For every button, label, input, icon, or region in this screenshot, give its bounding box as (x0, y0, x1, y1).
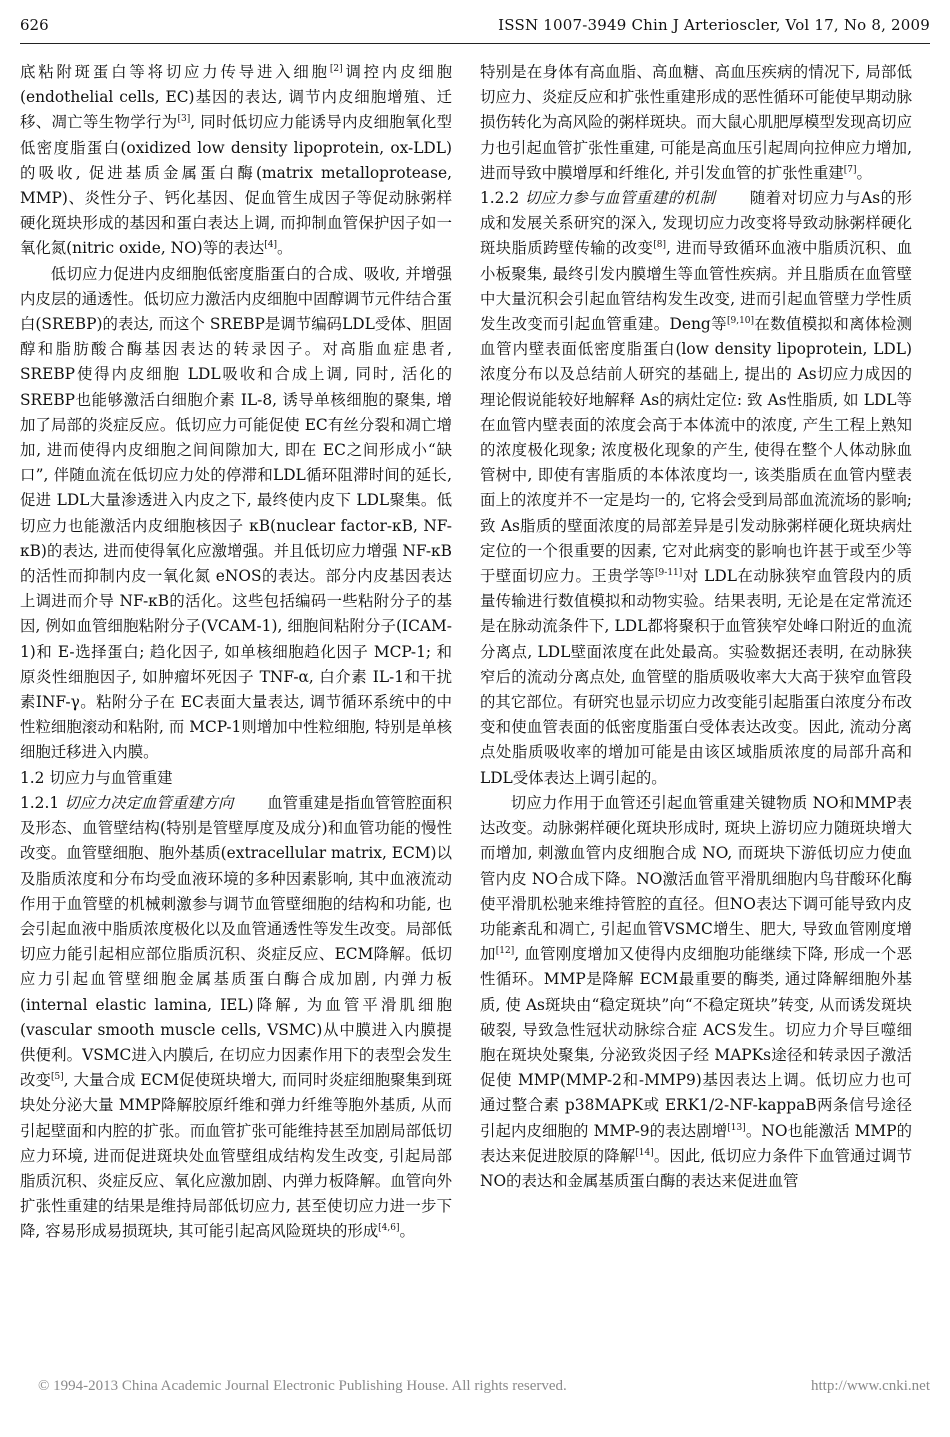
right-column (480, 60, 912, 1194)
subsection-number: 1.2.2 (480, 189, 520, 208)
left-column (20, 60, 452, 1245)
subsection-number: 1.2.1 (20, 793, 60, 812)
citation-ref: [7] (843, 164, 857, 175)
citation-ref: [2] (329, 63, 343, 74)
footer-url: http://www.cnki.net (810, 1378, 930, 1394)
page-footer (20, 1378, 930, 1400)
subsection-title: 切应力决定血管重建方向 (64, 793, 234, 812)
subsection-paragraph: 1.2.2 切应力参与血管重建的机制 随着对切应力与As的形成和发展关系研究的深入, 发现切应力改变将导致动脉粥样硬化斑块脂质跨壁传输的改变[8], 进而导致循环血液中脂质沉积、血小板聚集, 最终引发内膜增生等血管性疾病。并且脂质在血管壁中大量沉积会引起血管结构发生改变, 进而引起血管壁力学性质发生改变而引起血管重建。Deng等[9,10]在数值模拟和离体检测血管内壁表面低密度脂蛋白(low density lipoprotein, LDL)浓度分布以及总结前人研究的基础上, 提出的 As切应力成因的理论假说能较好地解释 As的病灶定位: 致 As性脂质, 如 LDL等在血管内壁表面的浓度会高于本体流中的浓度, 产生工程上熟知的浓度极化现象; 浓度极化现象的产生, 使得在整个人体动脉血管树中, 即使有害脂质的本体浓度均一, 该类脂质在血管内壁表面上的浓度并不一定是均一的, 它将会受到局部血流流场的影响; 致 As脂质的壁面浓度的局部差异是引发动脉粥样硬化斑块病灶定位的一个很重要的因素, 它对此病变的影响也许甚于或至少等于壁面切应力。王贵学等[9-11]对 LDL在动脉狭窄血管段内的质量传输进行数值模拟和动物实验。结果表明, 无论是在定常流还是在脉动流条件下, LDL都将聚积于血管狭窄处峰口附近的血流分离点, LDL壁面浓度在此处最高。实验数据还表明, 在动脉狭窄后的流动分离点处, 血管壁的脂质吸收率大大高于狭窄血管段的其它部位。有研究也显示切应力改变能引起脂蛋白浓度分布改变和使血管表面的低密度脂蛋白受体表达改变。因此, 流动分离点处脂质吸收率的增加可能是由该区域脂质浓度的局部升高和LDL受体表达上调引起的。 (480, 189, 912, 787)
citation-ref: [4,6] (378, 1223, 400, 1234)
page-number: 626 (20, 16, 49, 34)
citation-ref: [9-11] (655, 567, 683, 578)
subsection-title: 切应力参与血管重建的机制 (524, 189, 716, 208)
running-header (20, 12, 930, 38)
paragraph: 低切应力促进内皮细胞低密度脂蛋白的合成、吸收, 并增强内皮层的通透性。低切应力激活内皮细胞中固醇调节元件结合蛋白(SREBP)的表达, 而这个 SREBP是调节编码LDL受体、胆固醇和脂肪酸合酶基因表达的转录因子。对高脂血症患者, SREBP使得内皮细胞 LDL吸收和合成上调, 同时, 活化的 SREBP也能够激活白细胞介素 IL-8, 诱导单核细胞的聚集, 增加了局部的炎症反应。低切应力可能促使 EC有丝分裂和凋亡增加, 进而使得内皮细胞之间间隙加大, 即在 EC之间形成小“缺口”, 伴随血流在低切应力处的停滞和LDL循环阻滞时间的延长, 促进 LDL大量渗透进入内皮之下, 最终使内皮下 LDL聚集。低切应力也能激活内皮细胞核因子 κB(nuclear factor-κB, NF-κB)的表达, 进而使得氧化应激增强。并且低切应力增强 NF-κB的活性而抑制内皮一氧化氮 eNOS的表达。部分内皮基因表达上调进而介导 NF-κB的活化。这些包括编码一些粘附分子的基因, 例如血管细胞粘附分子(VCAM-1), 细胞间粘附分子(ICAM-1)和 E-选择蛋白; 趋化因子, 如单核细胞趋化因子 MCP-1; 和原炎性细胞因子, 如肿瘤坏死因子 TNF-α, 白介素 IL-1和干扰素INF-γ。粘附分子在 EC表面大量表达, 调节循环系统中的中性粒细胞滚动和粘附, 而 MCP-1则增加中性粒细胞, 特别是单核细胞迁移进入内膜。 (20, 264, 452, 762)
citation-ref: [5] (50, 1072, 64, 1082)
citation-ref: [4] (264, 240, 278, 251)
citation-ref: [14] (635, 1147, 654, 1158)
citation-ref: [9,10] (726, 315, 755, 326)
citation-ref: [3] (177, 114, 191, 125)
header-rule (20, 43, 930, 44)
citation-ref: [8] (653, 240, 666, 251)
subsection-paragraph: 1.2.1 切应力决定血管重建方向 血管重建是指血管管腔面积及形态、血管壁结构(特别是管壁厚度及成分)和血管功能的慢性改变。血管壁细胞、胞外基质(extracellular matrix, ECM)以及脂质浓度和分布均受血液环境的多种因素影响, 其中血液流动作用于血管壁的机械刺激参与调节血管壁细胞的结构和功能, 也会引起血液中脂质浓度极化以及血管通透性等发生改变。局部低切应力能引起相应部位脂质沉积、炎症反应、ECM降解。低切应力引起血管壁细胞金属基质蛋白酶合成加剧, 内弹力板(internal elastic lamina, IEL)降解, 为血管平滑肌细胞(vascular smooth muscle cells, VSMC)从中膜进入内膜提供便利。VSMC进入内膜后, 在切应力因素作用下的表型会发生改变[5], 大量合成 ECM促使斑块增大, 而同时炎症细胞聚集到斑块处分泌大量 MMP降解胶原纤维和弹力纤维等胞外基质, 从而引起壁面和内腔的扩张。而血管扩张可能维持甚至加剧局部低切应力环境, 进而促进斑块处血管壁组成结构发生改变, 引起局部脂质沉积、炎症反应、氧化应激加剧、内弹力板降解。血管向外扩张性重建的结果是维持局部低切应力, 甚至使切应力进一步下降, 容易形成易损斑块, 其可能引起高风险斑块的形成[4,6]。 (20, 793, 452, 1241)
citation-ref: [13] (727, 1122, 746, 1133)
paragraph: 特别是在身体有高血脂、高血糖、高血压疾病的情况下, 局部低切应力、炎症反应和扩张性重建形成的恶性循环可能使早期动脉损伤转化为高风险的粥样斑块。而大鼠心肌肥厚模型发现高切应力也引起血管扩张性重建, 可能是高血压引起周向拉伸应力增加, 进而导致中膜增厚和纤维化, 并引发血管的扩张性重建[7]。 (480, 63, 912, 182)
paragraph: 底粘附斑蛋白等将切应力传导进入细胞[2]调控内皮细胞(endothelial cells, EC)基因的表达, 调节内皮细胞增殖、迁移、凋亡等生物学行为[3], 同时低切应力能诱导内皮细胞氧化型低密度脂蛋白(oxidized low density lipoprotein, ox-LDL)的吸收, 促进基质金属蛋白酶(matrix metalloprotease, MMP)、炎性分子、钙化基因、促血管生成因子等促动脉粥样硬化斑块形成的基因和蛋白表达上调, 而抑制血管保护因子如一氧化氮(nitric oxide, NO)等的表达[4]。 (20, 63, 452, 258)
citation-ref: [12] (495, 945, 515, 956)
copyright-notice: © 1994-2013 China Academic Journal Electronic Publishing House. All rights reserved. (38, 1378, 567, 1394)
journal-citation: ISSN 1007-3949 Chin J Arterioscler, Vol 17, No 8, 2009 (498, 16, 930, 34)
section-heading: 1.2 切应力与血管重建 (20, 768, 173, 787)
paragraph: 切应力作用于血管还引起血管重建关键物质 NO和MMP表达改变。动脉粥样硬化斑块形成时, 斑块上游切应力随斑块增大而增加, 刺激血管内皮细胞合成 NO, 而斑块下游低切应力使血管内皮 NO合成下降。NO激活血管平滑肌细胞内鸟苷酸环化酶使平滑肌松驰来维持管腔的直径。但NO表达下调可能导致内皮功能紊乱和凋亡, 引起血管VSMC增生、肥大, 导致血管刚度增加[12], 血管刚度增加又使得内皮细胞功能继续下降, 形成一个恶性循环。MMP是降解 ECM最重要的酶类, 通过降解细胞外基质, 使 As斑块由“稳定斑块”向“不稳定斑块”转变, 从而诱发斑块破裂, 导致急性冠状动脉综合症 ACS发生。切应力介导巨噬细胞在斑块处聚集, 分泌致炎因子经 MAPKs途径和转录因子激活促使 MMP(MMP-2和-MMP9)基因表达上调。低切应力也可通过整合素 p38MAPK或 ERK1/2-NF-kappaB两条信号途径引起内皮细胞的 MMP-9的表达剧增[13]。NO也能激活 MMP的表达来促进胶原的降解[14]。因此, 低切应力条件下血管通过调节 NO的表达和金属基质蛋白酶的表达来促进血管 (480, 793, 912, 1190)
